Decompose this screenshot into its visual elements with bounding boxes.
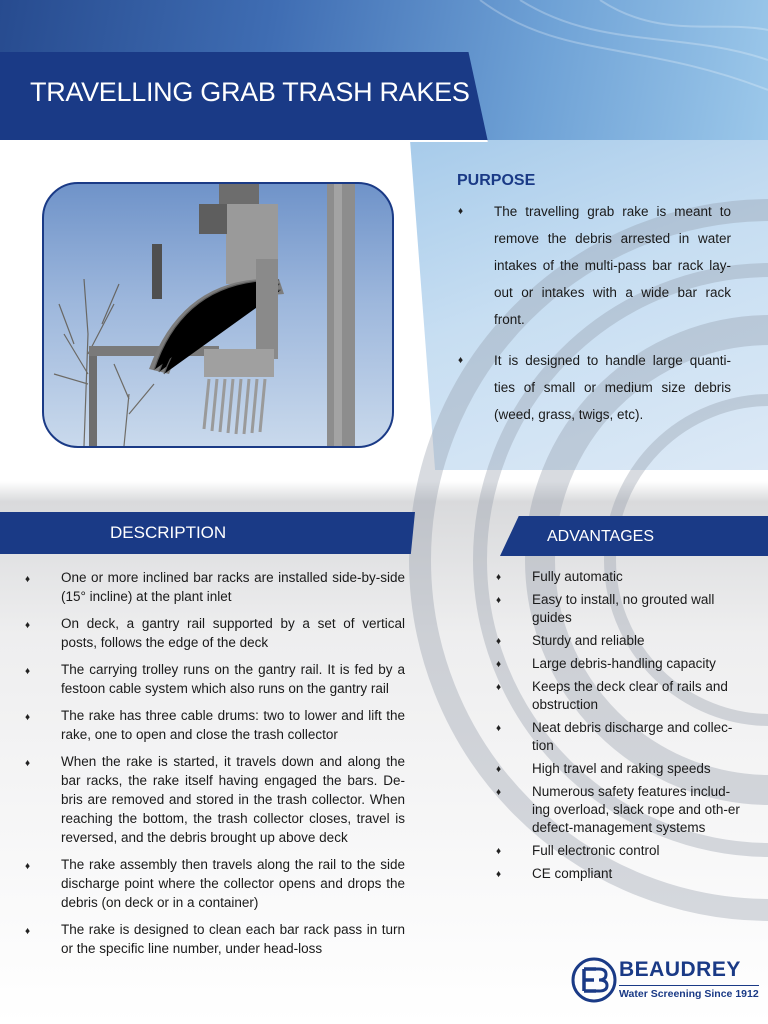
advantage-item: ♦ Easy to install, no grouted wall guides [496,591,741,627]
advantage-item: ♦ Neat debris discharge and collec-tion [496,719,741,755]
page-title: TRAVELLING GRAB TRASH RAKES [30,77,470,107]
advantage-item: ♦ CE compliant [496,865,741,883]
advantage-item: ♦ High travel and raking speeds [496,760,741,778]
trash-rake-photo [42,182,394,448]
company-name: BEAUDREY [619,958,741,981]
description-item: ♦ The rake assembly then travels along the rail to the side discharge point where the collector opens and drops the debris (on deck or in a container) [25,855,405,912]
purpose-item: ♦ It is designed to handle large quanti-ties of small or medium size debris (weed, grass, twigs, etc). [458,347,731,428]
description-item: ♦ The rake has three cable drums: two to lower and lift the rake, one to open and close the trash collector [25,706,405,744]
advantage-item: ♦ Keeps the deck clear of rails and obstruction [496,678,741,714]
advantage-item: ♦ Numerous safety features includ-ing overload, slack rope and oth-er defect-management systems [496,783,741,837]
beaudrey-logo-icon [571,957,617,1003]
description-item: ♦ On deck, a gantry rail supported by a set of vertical posts, follows the edge of the deck [25,614,405,652]
advantages-heading: ADVANTAGES [547,528,654,545]
description-item: ♦ The rake is designed to clean each bar rack pass in turn or the specific line number, under head-loss [25,920,405,958]
description-item: ♦ The carrying trolley runs on the gantry rail. It is fed by a festoon cable system which also runs on the gantry rail [25,660,405,698]
description-item: ♦ One or more inclined bar racks are installed side-by-side (15° incline) at the plant inlet [25,568,405,606]
purpose-list [458,198,731,442]
advantage-item: ♦ Full electronic control [496,842,741,860]
description-item: ♦ When the rake is started, it travels down and along the bar racks, the rake itself having engaged the bars. De-bris are removed and stored in the trash collector. When reaching the bottom, the trash collector closes, travel is reversed, and the debris brought up above deck [25,752,405,847]
advantage-item: ♦ Large debris-handling capacity [496,655,741,673]
description-heading: DESCRIPTION [110,523,227,542]
advantage-item: ♦ Sturdy and reliable [496,632,741,650]
company-tagline: Water Screening Since 1912 [619,985,759,1000]
purpose-item: ♦ The travelling grab rake is meant to remove the debris arrested in water intakes of the multi-pass bar rack lay-out or intakes with a wide bar rack front. [458,198,731,333]
purpose-heading: PURPOSE [457,172,536,189]
description-list [25,568,405,966]
advantage-item: ♦ Fully automatic [496,568,741,586]
advantages-list [496,568,741,888]
